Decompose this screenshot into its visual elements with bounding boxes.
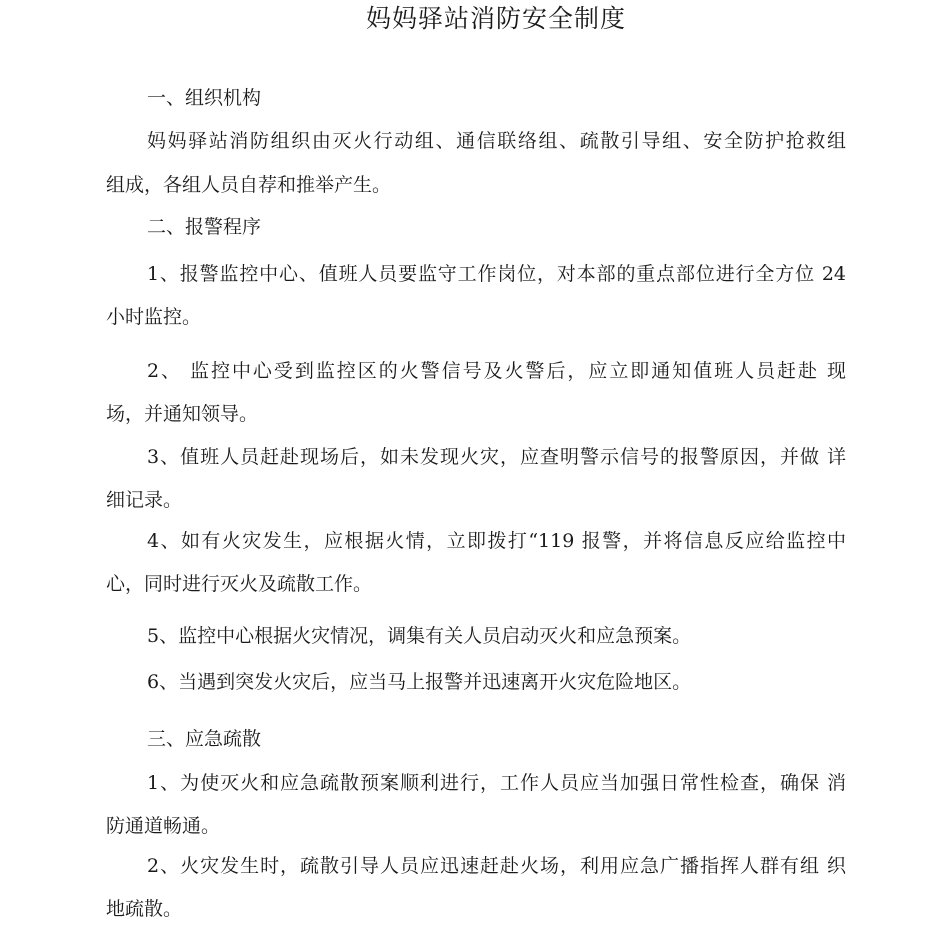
- paragraph-line: 组成，各组人员自荐和推举产生。: [106, 174, 392, 196]
- paragraph-line: 1、报警监控中心、值班人员要监守工作岗位，对本部的重点部位进行全方位 24: [147, 263, 846, 285]
- paragraph-line: 6、当遇到突发火灾后，应当马上报警并迅速离开火灾危险地区。: [147, 671, 692, 693]
- paragraph-line: 心，同时进行灭火及疏散工作。: [106, 573, 373, 595]
- paragraph-line: 地疏散。: [106, 898, 183, 920]
- section-heading-organization: 一、组织机构: [147, 87, 262, 109]
- section-heading-emergency-evacuation: 三、应急疏散: [147, 728, 262, 750]
- paragraph-line: 小时监控。: [106, 306, 202, 328]
- section-heading-alarm-procedure: 二、报警程序: [147, 216, 262, 238]
- paragraph-line: 2、火灾发生时，疏散引导人员应迅速赶赴火场，利用应急广播指挥人群有组 织: [147, 855, 846, 877]
- paragraph-line: 3、值班人员赶赴现场后，如未发现火灾，应查明警示信号的报警原因，并做 详: [147, 446, 846, 468]
- paragraph-line: 2、 监控中心受到监控区的火警信号及火警后，应立即通知值班人员赶赴 现: [147, 360, 846, 382]
- paragraph-line: 5、监控中心根据火灾情况，调集有关人员启动灭火和应急预案。: [147, 625, 692, 647]
- paragraph-line: 1、为使灭火和应急疏散预案顺利进行，工作人员应当加强日常性检查，确保 消: [147, 772, 846, 794]
- paragraph-line: 场，并通知领导。: [106, 403, 259, 425]
- document-title: 妈妈驿站消防安全制度: [365, 4, 626, 33]
- paragraph-line: 防通道畅通。: [106, 815, 221, 837]
- paragraph-line: 4、如有火灾发生，应根据火情，立即拨打“119 报警，并将信息反应给监控中: [147, 530, 846, 552]
- paragraph-line: 妈妈驿站消防组织由灭火行动组、通信联络组、疏散引导组、安全防护抢救组: [147, 130, 846, 152]
- paragraph-line: 细记录。: [106, 489, 183, 511]
